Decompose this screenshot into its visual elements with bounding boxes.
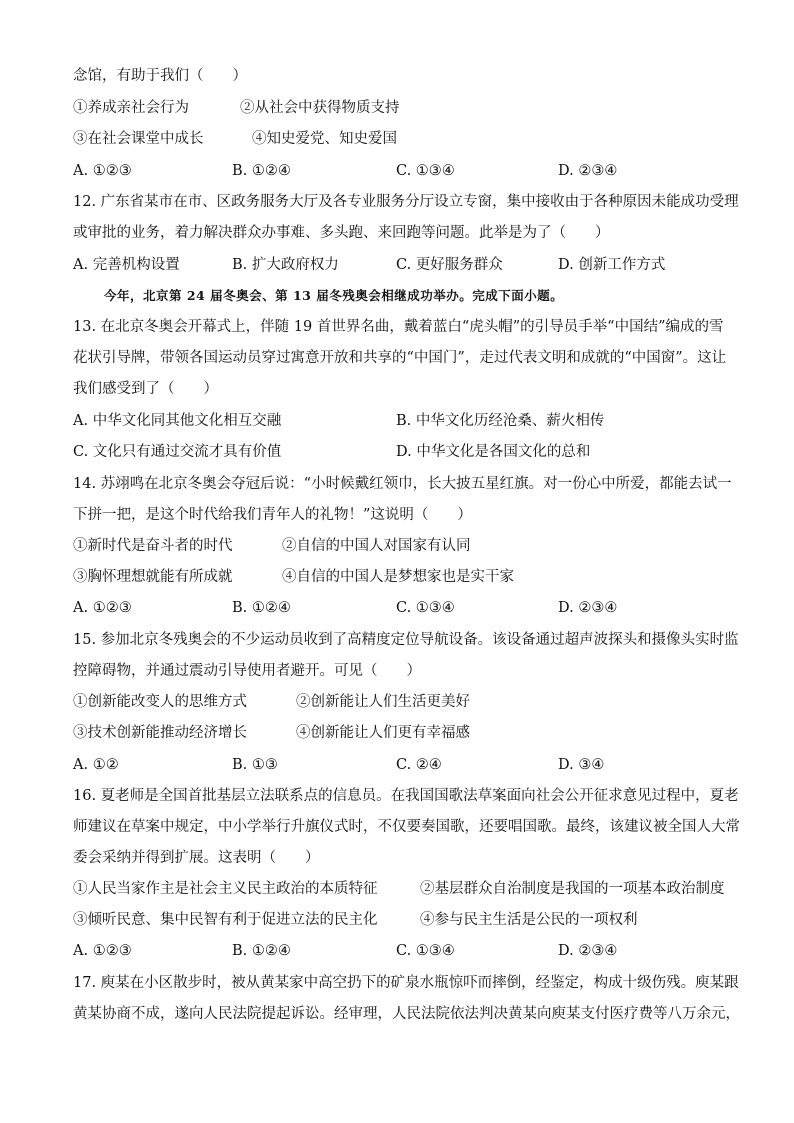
q17-stem-2: 黄某协商不成，遂向人民法院提起诉讼。经审理，人民法院依法判决黄某向庾某支付医疗费等八万余元，: [73, 1006, 740, 1022]
q16-item-2: ②基层群众自治制度是我国的一项基本政治制度: [420, 881, 725, 897]
q11-item-1: ①养成亲社会行为: [73, 100, 189, 116]
q11-choice-d: D. ②③④: [558, 163, 618, 179]
q14-choice-a: A. ①②③: [73, 600, 132, 616]
q15-item-4: ④创新能让人们更有幸福感: [296, 725, 470, 741]
q15-item-2: ②创新能让人们生活更美好: [296, 694, 470, 710]
q15-item-1: ①创新能改变人的思维方式: [73, 694, 247, 710]
q11-item-3: ③在社会课堂中成长: [73, 131, 204, 147]
q13-choice-b: B. 中华文化历经沧桑、薪火相传: [396, 413, 605, 429]
q12-choice-d: D. 创新工作方式: [558, 257, 666, 273]
q13-stem-1: 13. 在北京冬奥会开幕式上，伴随 19 首世界名曲，戴着蓝白“虎头帽”的引导员手举“中国结”编成的雪: [73, 319, 724, 335]
q15-item-3: ③技术创新能推动经济增长: [73, 725, 247, 741]
q14-item-3: ③胸怀理想就能有所成就: [73, 569, 233, 585]
q12-choice-a: A. 完善机构设置: [73, 257, 180, 273]
q14-choice-d: D. ②③④: [558, 600, 618, 616]
section-intro: 今年，北京第 24 届冬奥会、第 13 届冬残奥会相继成功举办。完成下面小题。: [104, 288, 564, 303]
q15-stem-2: 控障碍物，并通过震动引导使用者避开。可见（ ）: [73, 663, 421, 679]
q14-stem-1: 14. 苏翊鸣在北京冬奥会夺冠后说：“小时候戴红领巾，长大披五星红旗。对一份心中所爱，都能去试一: [73, 476, 732, 492]
q14-stem-2: 下拼一把，是这个时代给我们青年人的礼物！”这说明（ ）: [73, 507, 472, 523]
q14-choice-c: C. ①③④: [396, 600, 455, 616]
q11-choice-a: A. ①②③: [73, 163, 132, 179]
q12-choice-b: B. 扩大政府权力: [232, 257, 339, 273]
q15-choice-c: C. ②④: [396, 757, 442, 773]
q16-stem-2: 师建议在草案中规定，中小学举行升旗仪式时，不仅要奏国歌，还要唱国歌。最终，该建议被全国人大常: [73, 819, 740, 835]
q13-choice-d: D. 中华文化是各国文化的总和: [396, 444, 591, 460]
q13-stem-2: 花状引导牌，带领各国运动员穿过寓意开放和共享的“中国门”，走过代表文明和成就的“中国窗”。这让: [73, 350, 727, 366]
q14-item-2: ②自信的中国人对国家有认同: [282, 538, 471, 554]
q16-choice-a: A. ①②③: [73, 943, 132, 959]
q16-choice-c: C. ①③④: [396, 943, 455, 959]
q15-choice-d: D. ③④: [558, 757, 605, 773]
q15-choice-b: B. ①③: [232, 757, 278, 773]
q14-choice-b: B. ①②④: [232, 600, 291, 616]
q11-choice-c: C. ①③④: [396, 163, 455, 179]
q16-choice-b: B. ①②④: [232, 943, 291, 959]
q14-item-1: ①新时代是奋斗者的时代: [73, 538, 233, 554]
q12-choice-c: C. 更好服务群众: [396, 257, 503, 273]
q12-stem-2: 或审批的业务，着力解决群众办事难、多头跑、来回跑等问题。此举是为了（ ）: [73, 225, 610, 241]
q15-stem-1: 15. 参加北京冬残奥会的不少运动员收到了高精度定位导航设备。该设备通过超声波探头和摄像头实时监: [73, 632, 739, 648]
q16-choice-d: D. ②③④: [558, 943, 618, 959]
q12-stem-1: 12. 广东省某市在市、区政务服务大厅及各专业服务分厅设立专窗，集中接收由于各种原因未能成功受理: [73, 194, 739, 210]
q13-stem-3: 我们感受到了（ ）: [73, 381, 218, 397]
q15-choice-a: A. ①②: [73, 757, 119, 773]
q16-item-4: ④参与民主生活是公民的一项权利: [420, 912, 638, 928]
q11-stem-end: 念馆，有助于我们（ ）: [73, 68, 247, 84]
q11-choice-b: B. ①②④: [232, 163, 291, 179]
q13-choice-a: A. 中华文化同其他文化相互交融: [73, 413, 282, 429]
q11-item-2: ②从社会中获得物质支持: [240, 100, 400, 116]
q17-stem-1: 17. 庾某在小区散步时，被从黄某家中高空扔下的矿泉水瓶惊吓而摔倒，经鉴定，构成十级伤残。庾某跟: [73, 975, 739, 991]
q16-stem-1: 16. 夏老师是全国首批基层立法联系点的信息员。在我国国歌法草案面向社会公开征求意见过程中，夏老: [73, 788, 739, 804]
q13-choice-c: C. 文化只有通过交流才具有价值: [73, 444, 282, 460]
q16-item-3: ③倾听民意、集中民智有利于促进立法的民主化: [73, 912, 378, 928]
q16-item-1: ①人民当家作主是社会主义民主政治的本质特征: [73, 881, 378, 897]
q11-item-4: ④知史爱党、知史爱国: [252, 131, 397, 147]
q14-item-4: ④自信的中国人是梦想家也是实干家: [282, 569, 514, 585]
q16-stem-3: 委会采纳并得到扩展。这表明（ ）: [73, 850, 320, 866]
